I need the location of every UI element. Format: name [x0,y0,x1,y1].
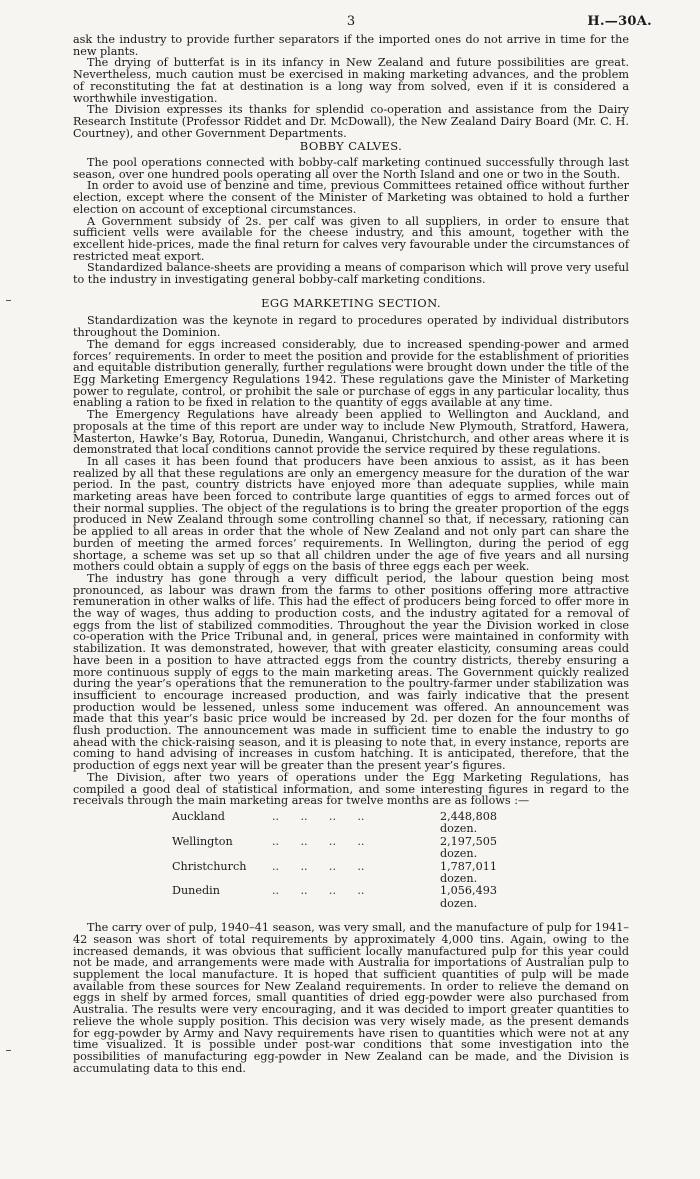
paragraph: Standardization was the keynote in regard to procedures operated by individual distributors throughout the Dominion. [73,314,629,340]
paragraph: A Government subsidy of 2s. per calf was given to all suppliers, in order to ensure that sufficient vells were available for the cheese industry, and this amount, together with the excellent hide-prices, made the final return for calves very favourable under the circumstances of restricted meat export. [73,214,629,263]
paragraph: The demand for eggs increased considerably, due to increased spending-power and armed forces’ requirements. In order to meet the position and provide for the establishment of priorities and equitable distribution generally, further regulations were brought down under the title of the Egg Marketing Emergency Regulations 1942. These regulations gave the Minister of Marketing power to regulate, control, or prohibit the sale or purchase of eggs in any particular locality, thus enabling a ration to be fixed in relation to the quantity of eggs available at any time. [73,337,629,410]
area-name: Christchurch [172,859,247,873]
paragraph: ask the industry to provide further separators if the imported ones do not arrive in time for the new plants. [73,33,629,58]
receival-value: 1,056,493 dozen. [440,884,497,910]
section-heading-bobby-calves: BOBBY CALVES. [299,139,403,154]
paragraph: In order to avoid use of benzine and time, previous Committees retained office without further election, except where the consent of the Minister of Marketing was obtained to hold a further election on account of exceptional circumstances. [73,179,629,216]
table-row [172,885,535,910]
paragraph: The pool operations connected with bobby-calf marketing continued successfully through last season, over one hundred pools operating all over the North Island and one or two in the South. [73,156,629,181]
area-name: Wellington [172,834,233,848]
paragraph: The Emergency Regulations have already been applied to Wellington and Auckland, and proposals at the time of this report are under way to include New Plymouth, Stratford, Hawera, Masterton, Hawke’s Bay, Rotorua, Dunedin, Wanganui, Christchurch, and other areas where it is demonstrated that local conditions cannot provide the service required by these regulations. [73,408,629,457]
page-header [73,14,652,34]
leader-dots: .. .. .. .. [272,810,365,823]
paragraph: The Division, after two years of operations under the Egg Marketing Regulations, has compiled a good deal of statistical information, and some interesting figures in regard to the receivals through the main marketing areas for twelve months are as follows :— [73,770,629,808]
table-row [172,836,535,861]
document-page [73,14,652,1075]
page-number: 3 [346,14,356,29]
paragraph: The industry has gone through a very difficult period, the labour question being most pronounced, as labour was drawn from the farms to other positions offering more attractive remuneration in other walks of life. This had the effect of producers being forced to offer more in the way of wages, thus adding to production costs, and the industry agitated for a removal of eggs from the list of stabilized commodities. Throughout the year the Division worked in close co-operation with the Price Tribunal and, in general, prices were maintained in conformity with stabilization. It was demonstrated, however, that with greater elasticity, consuming areas could have been in a position to have attracted eggs from the country districts, thereby ensuring a more continuous supply of eggs to the main marketing areas. The Government quickly realized during the year’s operations that the remuneration to the poultry-farmer under stabilization was insufficient to encourage increased production, and was fairly indicative that the present production would be lessened, unless some inducement was offered. An announcement was made that this year’s basic price would be increased by 2d. per dozen for the four months of flush production. The announcement was made in sufficient time to enable the industry to go ahead with the chick-raising season, and it is pleasing to note that, in every instance, reports are coming to hand advising of increases in custom hatching. It is anticipated, therefore, that the production of eggs next year will be greater than the present year’s figures. [73,571,629,773]
area-name: Auckland [172,810,225,823]
margin-mark [6,1050,11,1051]
paragraph: The drying of butterfat is in its infancy in New Zealand and future possibilities are great. Nevertheless, much caution must be exercised in making marketing advances, and the problem of reconstituting the fat at destination is a long way from solved, even if it is considered a worthwhile investigation. [73,56,629,105]
paragraph: In all cases it has been found that producers have been anxious to assist, as it has been realized by all that these regulations are only an emergency measure for the duration of the war period. In the past, country districts have enjoyed more than adequate supplies, while main marketing areas have been forced to contribute large quantities of eggs to armed forces out of their normal supplies. The object of the regulations is to bring the greater proportion of the eggs produced in New Zealand through some controlling channel so that, if necessary, rationing can be applied to all areas in order that the whole of New Zealand and not only part can share the burden of meeting the armed forces’ requirements. In Wellington, during the period of egg shortage, a scheme was set up so that all children under the age of five years and all nursing mothers could obtain a supply of eggs on the basis of three eggs each per week. [73,454,629,574]
leader-dots: .. .. .. .. [272,884,365,898]
table-row [172,861,535,886]
receival-value: 1,787,011 dozen. [440,859,497,886]
paragraph: The carry over of pulp, 1940–41 season, was very small, and the manufacture of pulp for 1941–42 season was short of total requirements by approximately 4,000 tins. Again, owing to the increased demands, it was obvious that sufficient locally manufactured pulp for this year could not be made, and arrangements were made with Australia for importations of Australian pulp to supplement the local manufacture. It is hoped that sufficient quantities of pulp will be made available from these sources for New Zealand requirements. In order to relieve the demand on eggs in shelf by armed forces, small quantities of dried egg-powder were also purchased from Australia. The results were very encouraging, and it was decided to import greater quantities to relieve the whole supply position. This decision was very wisely made, as the present demands for egg-powder by Army and Navy requirements have risen to quantities which were not at any time visualized. It is possible under post-war conditions that some investigation into the possibilities of manufacturing egg-powder in New Zealand can be made, and the Division is accumulating data to this end. [73,921,629,1075]
area-name: Dunedin [172,884,220,898]
leader-dots: .. .. .. .. [272,859,365,873]
receival-value: 2,448,808 dozen. [440,810,497,836]
margin-mark [6,300,11,301]
receival-value: 2,197,505 dozen. [440,834,497,861]
table-row [172,811,535,836]
receivals-table [172,811,535,910]
document-reference: H.—30A. [587,14,652,29]
leader-dots: .. .. .. .. [272,834,365,848]
paragraph: Standardized balance-sheets are providing a means of comparison which will prove very useful to the industry in investigating general bobby-calf marketing conditions. [73,261,629,287]
section-heading-egg-marketing: EGG MARKETING SECTION. [261,295,441,310]
paragraph: The Division expresses its thanks for splendid co-operation and assistance from the Dairy Research Institute (Professor Riddet and Dr. McDowall), the New Zealand Dairy Board (Mr. C. H. Courtney), and other Government Departments. [73,103,629,140]
